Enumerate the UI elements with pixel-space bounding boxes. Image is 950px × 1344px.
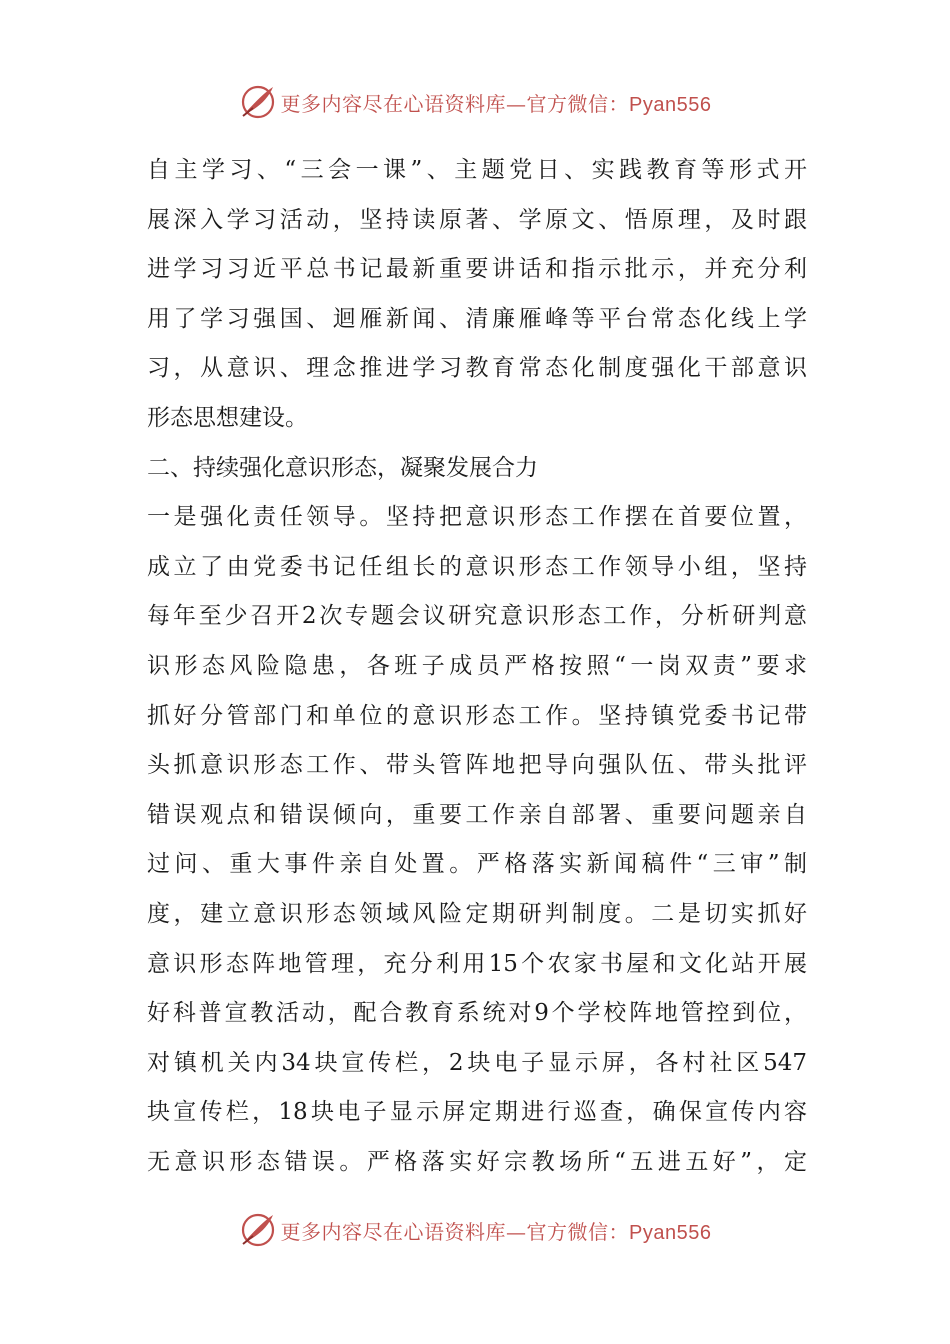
text-line: 块宣传栏，18块电子显示屏定期进行巡查，确保宣传内容 — [147, 1099, 807, 1126]
text-line: 抓好分管部门和单位的意识形态工作。坚持镇党委书记带 — [147, 702, 807, 729]
watermark-text: 更多内容尽在心语资料库—官方微信：Pyan556 — [280, 91, 712, 116]
text-line: 自主学习、“三会一课”、主题党日、实践教育等形式开 — [147, 157, 807, 183]
text-line: 成立了由党委书记任组长的意识形态工作领导小组，坚持 — [147, 553, 807, 580]
text-line: 头抓意识形态工作、带头管阵地把导向强队伍、带头批评 — [147, 752, 807, 779]
footer-watermark — [0, 1208, 950, 1252]
document-body — [147, 146, 807, 1187]
text-line: 意识形态阵地管理，充分利用15个农家书屋和文化站开展 — [147, 950, 807, 977]
text-line: 好科普宣教活动，配合教育系统对9个学校阵地管控到位， — [147, 1000, 807, 1027]
text-line: 习，从意识、理念推进学习教育常态化制度强化干部意识 — [147, 355, 807, 382]
wechat-id: Pyan556 — [629, 93, 712, 116]
text-line: 进学习习近平总书记最新重要讲话和指示批示，并充分利 — [147, 256, 807, 283]
text-line: 一是强化责任领导。坚持把意识形态工作摆在首要位置， — [147, 504, 807, 531]
text-line: 无意识形态错误。严格落实好宗教场所“五进五好”，定 — [147, 1148, 807, 1175]
text-line: 用了学习强国、迴雁新闻、清廉雁峰等平台常态化线上学 — [147, 305, 807, 332]
quill-pen-logo-icon — [239, 1211, 277, 1249]
text-line: 二、持续强化意识形态，凝聚发展合力 — [147, 454, 538, 481]
text-line: 形态思想建设。 — [147, 404, 308, 431]
wechat-id: Pyan556 — [629, 1221, 712, 1244]
text-line: 过问、重大事件亲自处置。严格落实新闻稿件“三审”制 — [147, 851, 807, 878]
header-watermark — [0, 80, 950, 124]
text-line: 每年至少召开2次专题会议研究意识形态工作，分析研判意 — [147, 603, 807, 630]
text-line: 展深入学习活动，坚持读原著、学原文、悟原理，及时跟 — [147, 206, 807, 233]
text-line: 识形态风险隐患，各班子成员严格按照“一岗双责”要求 — [147, 652, 807, 679]
text-line: 度，建立意识形态领域风险定期研判制度。二是切实抓好 — [147, 900, 807, 927]
text-line: 错误观点和错误倾向，重要工作亲自部署、重要问题亲自 — [147, 801, 807, 828]
watermark-text: 更多内容尽在心语资料库—官方微信：Pyan556 — [280, 1219, 712, 1244]
text-line: 对镇机关内34块宣传栏，2块电子显示屏，各村社区547 — [147, 1049, 807, 1076]
quill-pen-logo-icon — [239, 83, 277, 121]
